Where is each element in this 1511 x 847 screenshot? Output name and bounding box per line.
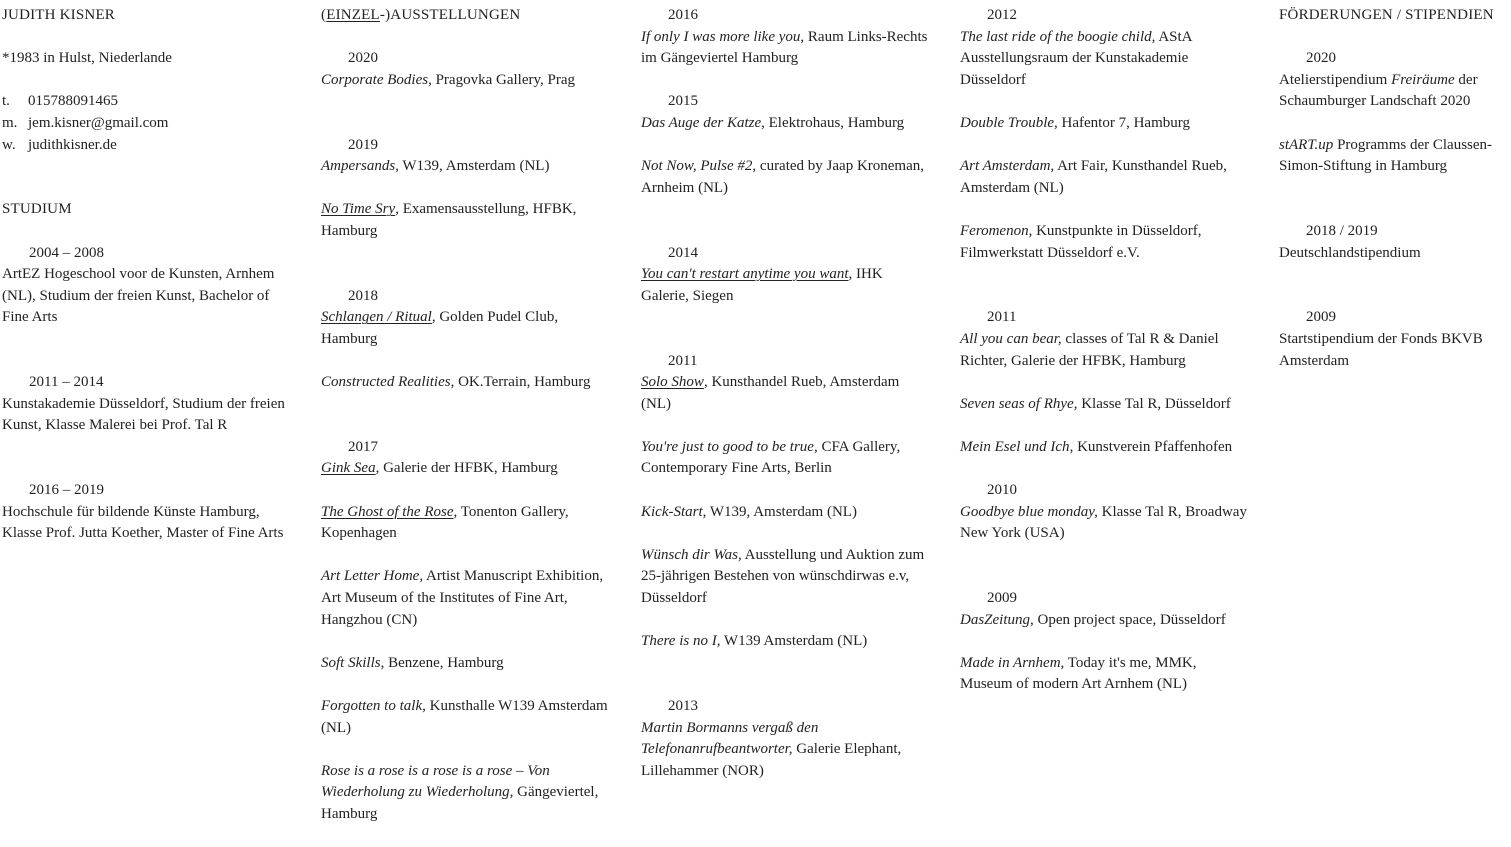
exhibition-venue: Galerie Elephant, Lillehammer (NOR) <box>641 741 902 779</box>
exhibition-entry <box>641 545 931 610</box>
column-funding <box>1279 5 1511 372</box>
exhibition-entry <box>960 113 1250 135</box>
funding-entry: Startstipendium der Fonds BKVB Amsterdam <box>1279 330 1483 369</box>
exhibition-venue: , Hafentor 7, Hamburg <box>1054 114 1190 131</box>
exhibition-entry <box>321 502 611 545</box>
exhibition-entry <box>321 307 611 350</box>
funding-heading: FÖRDERUNGEN / STIPENDIEN <box>1279 7 1494 23</box>
exhibition-title: Schlangen / Ritual <box>321 309 432 326</box>
year-2015: 2015 <box>668 93 698 110</box>
study-years: 2016 – 2019 <box>29 482 104 499</box>
exhibition-venue: classes of Tal R & Daniel Richter, Galerie der HFBK, Hamburg <box>960 330 1219 369</box>
year-2016: 2016 <box>668 7 698 23</box>
mail-label: m. <box>2 114 18 131</box>
exhibition-title: No Time Sry <box>321 201 396 218</box>
phone-label: t. <box>2 93 10 110</box>
exhibition-entry <box>960 27 1250 92</box>
exhibition-venue: curated by Jaap Kroneman, Arnheim (NL) <box>641 158 925 196</box>
exhibition-entry <box>641 113 931 135</box>
funding-entry <box>1279 135 1511 178</box>
funding-entry <box>1279 70 1511 113</box>
exhibition-entry <box>960 437 1250 459</box>
exhibition-entry <box>321 566 611 631</box>
exhibition-venue: W139, Amsterdam (NL) <box>706 503 857 520</box>
exhibition-venue: Gängeviertel, Hamburg <box>321 784 599 822</box>
exhibition-venue: W139 Amsterdam (NL) <box>720 633 868 650</box>
exhibition-entry <box>641 264 931 307</box>
birth-info: *1983 in Hulst, Niederlande <box>2 50 172 67</box>
exhibition-title: Rose is a rose is a rose is a rose – Von Wiederholung zu Wiederholung, <box>321 762 550 801</box>
exhibition-venue: AStA Ausstellungsraum der Kunstakademie Düsseldorf <box>960 28 1192 88</box>
exhibition-title: The Ghost of the Rose <box>321 503 454 520</box>
year-2014: 2014 <box>668 244 698 261</box>
exhibition-venue: , IHK Galerie, Siegen <box>641 266 883 304</box>
exhibition-title: Double Trouble <box>960 114 1055 131</box>
funding-title: Freiräume <box>1391 71 1455 88</box>
exhibition-title: Art Amsterdam, <box>960 158 1055 175</box>
exhibition-venue: W139, Amsterdam (NL) <box>398 158 550 175</box>
funding-text: Programms der Claussen-Simon-Stiftung in Hamburg <box>1279 136 1493 175</box>
year-2010: 2010 <box>987 482 1017 499</box>
exhibition-title: Mein Esel und Ich <box>960 438 1070 455</box>
email-link[interactable]: jem.kisner@gmail.com <box>28 114 169 131</box>
exhibition-title: Corporate Bodies <box>321 71 429 88</box>
exhibition-title: Constructed Realities <box>321 374 451 391</box>
exhibition-entry <box>960 502 1250 545</box>
exhibition-entry <box>321 696 611 739</box>
contact-phone <box>2 91 292 113</box>
column-bio <box>2 5 292 545</box>
exhibition-entry <box>321 653 611 675</box>
study-years: 2004 – 2008 <box>29 244 104 261</box>
exhibition-venue: Elektrohaus, Hamburg <box>764 114 905 131</box>
exhibition-title: You can't restart anytime you want <box>641 266 849 283</box>
year-2018-2019: 2018 / 2019 <box>1306 222 1378 239</box>
exhibition-entry <box>641 27 931 70</box>
exhibition-venue: Artist Manuscript Exhibition, Art Museum of the Institutes of Fine Art, Hangzhou (CN) <box>321 568 604 628</box>
exhibition-title: Soft Skills <box>321 654 381 671</box>
exhibition-venue: , Kunstpunkte in Düsseldorf, Filmwerkstatt Düsseldorf e.V. <box>960 222 1202 261</box>
funding-text: der Schaumburger Landschaft 2020 <box>1279 71 1478 110</box>
exhibition-title: Ampersands, <box>321 158 399 175</box>
exhibition-entry <box>321 372 611 394</box>
exhibition-title: All you can bear, <box>960 330 1062 347</box>
heading-rest: -)AUSSTELLUNGEN <box>379 7 521 23</box>
exhibition-title: Goodbye blue monday, <box>960 503 1098 520</box>
web-label: w. <box>2 136 16 153</box>
exhibition-venue: , Tonenton Gallery, Kopenhagen <box>321 503 569 542</box>
funding-title: stART.up <box>1279 136 1334 153</box>
column-exhibitions-2 <box>641 5 931 782</box>
exhibition-title: Made in Arnhem, <box>960 654 1065 671</box>
exhibition-title: Solo Show <box>641 374 704 391</box>
exhibition-entry <box>960 394 1250 416</box>
funding-entry: Deutschlandstipendium <box>1279 244 1421 261</box>
exhibition-venue: , Benzene, Hamburg <box>380 654 504 671</box>
exhibition-entry <box>960 221 1250 264</box>
year-2009: 2009 <box>1306 309 1336 326</box>
exhibition-title: Wünsch dir Was, <box>641 546 742 563</box>
exhibition-venue: , Kunstverein Pfaffenhofen <box>1069 438 1233 455</box>
exhibition-venue: , Galerie der HFBK, Hamburg <box>375 460 558 477</box>
exhibition-venue: Kunsthalle W139 Amsterdam (NL) <box>321 698 608 736</box>
exhibition-entry <box>641 437 931 480</box>
exhibition-venue: Raum Links-Rechts im Gängeviertel Hamburg <box>641 28 928 67</box>
exhibition-venue: , Examensausstellung, HFBK, Hamburg <box>321 201 577 239</box>
exhibition-entry <box>641 372 931 415</box>
funding-text: Atelierstipendium <box>1279 71 1392 88</box>
contact-mail <box>2 113 292 135</box>
exhibition-title: Not Now, Pulse #2, <box>641 158 757 175</box>
exhibition-venue: , Golden Pudel Club, Hamburg <box>321 309 559 347</box>
heading-einzel: EINZEL <box>326 7 380 23</box>
exhibition-entry <box>321 70 611 92</box>
study-entry: Kunstakademie Düsseldorf, Studium der freien Kunst, Klasse Malerei bei Prof. Tal R <box>2 395 285 434</box>
exhibition-entry <box>641 156 931 199</box>
exhibition-title: DasZeitung, <box>960 611 1034 628</box>
year-2013: 2013 <box>668 698 698 714</box>
exhibition-entry <box>960 329 1250 372</box>
exhibition-title: Das Auge der Katze, <box>641 114 765 131</box>
artist-name: JUDITH KISNER <box>2 7 116 23</box>
heading-paren: ( <box>321 7 327 23</box>
exhibition-venue: , Pragovka Gallery, Prag <box>428 71 575 88</box>
exhibition-entry <box>321 156 611 178</box>
exhibition-title: If only I was more like you, <box>641 28 805 45</box>
exhibition-title: The last ride of the boogie child, <box>960 28 1156 45</box>
year-2017: 2017 <box>348 438 378 455</box>
contact-web <box>2 135 292 157</box>
exhibition-title: You're just to good to be true, <box>641 438 818 455</box>
exhibition-title: Seven seas of Rhye, <box>960 395 1078 412</box>
studium-heading: STUDIUM <box>2 201 72 218</box>
exhibition-title: Kick-Start, <box>641 503 707 520</box>
year-2009: 2009 <box>987 590 1017 607</box>
exhibition-venue: Klasse Tal R, Düsseldorf <box>1077 395 1231 412</box>
exhibition-entry <box>641 502 931 524</box>
year-2012: 2012 <box>987 7 1017 23</box>
exhibition-venue: , OK.Terrain, Hamburg <box>450 374 591 391</box>
exhibition-entry <box>960 156 1250 199</box>
exhibition-title: Forgotten to talk, <box>321 698 426 714</box>
exhibition-entry <box>321 199 611 242</box>
year-2020: 2020 <box>1306 50 1336 67</box>
exhibition-venue: Art Fair, Kunsthandel Rueb, Amsterdam (NL) <box>960 158 1227 196</box>
exhibition-entry <box>321 761 611 826</box>
exhibition-venue: Ausstellung und Auktion zum 25-jährigen Bestehen von wünschdirwas e.v, Düsseldorf <box>641 546 925 607</box>
exhibition-entry <box>960 610 1250 632</box>
exhibition-entry <box>641 718 931 783</box>
phone-number[interactable]: 015788091465 <box>28 93 118 110</box>
exhibitions-heading <box>321 5 611 27</box>
exhibition-venue: CFA Gallery, Contemporary Fine Arts, Berlin <box>641 438 901 477</box>
exhibition-title: Martin Bormanns vergaß den Telefonanrufbeantworter, <box>641 719 819 758</box>
study-entry: ArtEZ Hogeschool voor de Kunsten, Arnhem (NL), Studium der freien Kunst, Bachelor of Fine Arts <box>2 266 275 326</box>
study-years: 2011 – 2014 <box>29 374 104 391</box>
exhibition-entry <box>321 458 611 480</box>
exhibition-title: There is no I, <box>641 633 721 650</box>
exhibition-entry <box>641 631 931 653</box>
column-exhibitions-1 <box>321 5 611 826</box>
exhibition-venue: Today it's me, MMK, Museum of modern Art Arnhem (NL) <box>960 654 1197 693</box>
exhibition-venue: , Kunsthandel Rueb, Amsterdam (NL) <box>641 374 900 412</box>
year-2011: 2011 <box>987 309 1017 326</box>
year-2019: 2019 <box>348 136 378 153</box>
exhibition-title: Gink Sea <box>321 460 376 477</box>
study-entry: Hochschule für bildende Künste Hamburg, Klasse Prof. Jutta Koether, Master of Fine Arts <box>2 503 284 542</box>
exhibition-venue: Open project space, Düsseldorf <box>1033 611 1226 628</box>
exhibition-venue: Klasse Tal R, Broadway New York (USA) <box>960 503 1247 542</box>
exhibition-title: Art Letter Home, <box>321 568 424 585</box>
year-2018: 2018 <box>348 287 378 304</box>
exhibition-entry <box>960 653 1250 696</box>
exhibition-title: Feromenon <box>960 222 1029 239</box>
year-2011: 2011 <box>668 352 698 369</box>
column-exhibitions-3 <box>960 5 1250 696</box>
year-2020: 2020 <box>348 50 378 67</box>
website-link[interactable]: judithkisner.de <box>28 136 117 153</box>
